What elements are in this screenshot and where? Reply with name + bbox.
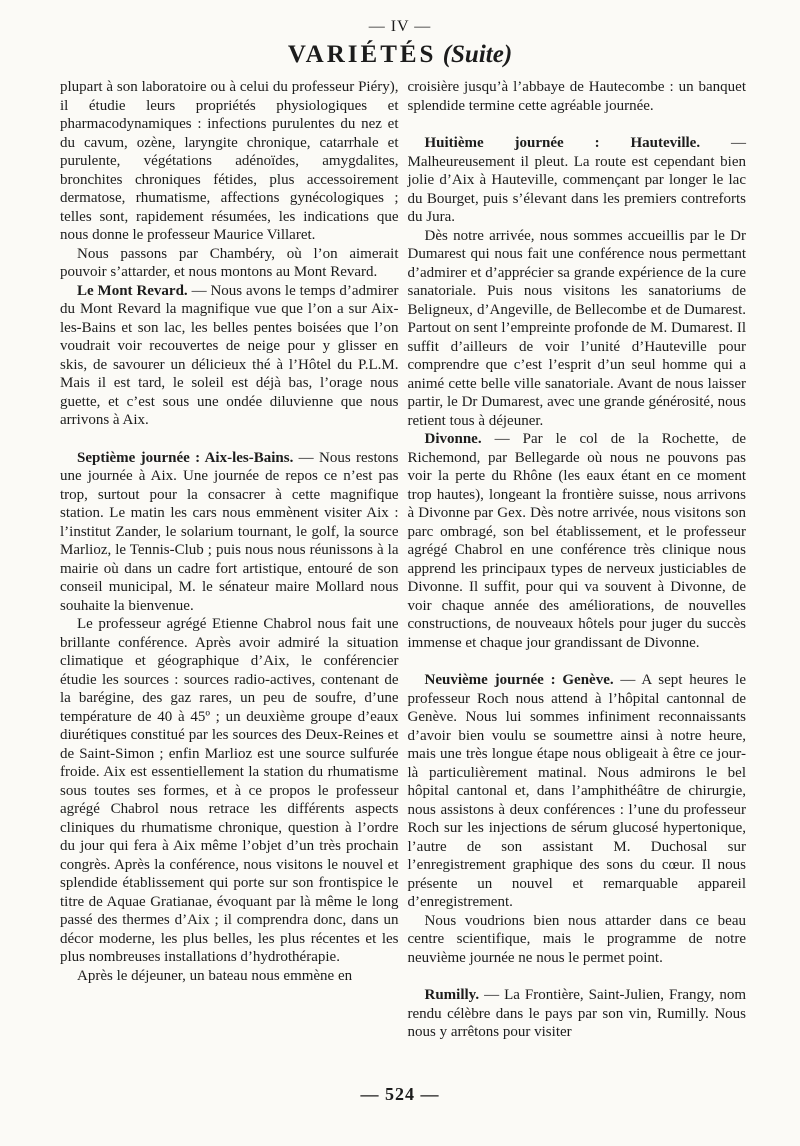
text-columns	[0, 69, 800, 1042]
paragraph-text: — Nous avons le temps d’admirer du Mont Revard la magnifique vue que l’on a sur Aix-les-Bains et son lac, les belles pentes boisées que l’on voudrait voir recouvertes de neige pour y glisser en skis, de savourer un délicieux thé à l’Hôtel du P.L.M. Mais il est tard, le soleil est déjà bas, l’orage nous guette, et c’est sous une ondée diluvienne que nous arrivons à Aix.	[60, 282, 399, 428]
paragraph-text: Dès notre arrivée, nous sommes accueillis par le Dr Dumarest qui nous fait une conférence nous permettant d’admirer et d’apprécier sa grande expérience de la cure sanatoriale. Puis nous visitons les sanatoriums de Beligneux, d’Angeville, de Bellecombe et de Dumarest. Partout on sent l’empreinte profonde de M. Dumarest. Il suffit d’ailleurs de voir l’unité d’Hauteville pour comprendre que c’est l’esprit d’un seul homme qui a animé cette belle ville sanatoriale. Avant de nous laisser partir, le Dr Dumarest, avec une grande générosité, nous retient tous à déjeuner.	[407, 227, 746, 429]
paragraph-text: Après le déjeuner, un bateau nous emmène en	[77, 967, 353, 984]
paragraph-lead: Neuvième journée : Genève.	[424, 672, 614, 688]
paragraph-text: croisière jusqu’à l’abbaye de Hautecombe : un banquet splendide termine cette agréable journée.	[407, 79, 746, 114]
page-number: — 524 —	[360, 1084, 440, 1104]
paragraph-text: — La Frontière, Saint-Julien, Frangy, nom rendu célèbre dans le pays par son vin, Rumilly. Nous nous y arrêtons pour visiter	[407, 987, 746, 1040]
paragraph	[60, 449, 399, 616]
section-numeral: — IV —	[368, 18, 432, 35]
right-column	[408, 78, 747, 1042]
paragraph-text: — A sept heures le professeur Roch nous attend à l’hôpital cantonnal de Genève. Nous lui sommes infiniment reconnaissants d’avoir bien voulu se soumettre ainsi à notre heure, mais une très longue étape nous obligeait à être ce jour-là particulièrement matinal. Nous admirons le bel hôpital cantonal et, dans l’amphithéâtre de chirurgie, nous assistons à deux conférences : l’une du professeur Roch sur les injections de sérum glucosé hypertonique, l’autre de son assistant M. Duchosal sur l’enregistrement graphique des sons du cœur. Il nous présente un nouvel et remarquable appareil d’enregistrement.	[407, 672, 746, 910]
paragraph-lead: Huitième journée : Hauteville.	[424, 135, 701, 151]
paragraph-lead: Le Mont Revard.	[77, 282, 188, 299]
paragraph	[60, 78, 399, 245]
paragraph	[408, 227, 747, 431]
paragraph-text: Le professeur agrégé Etienne Chabrol nous fait une brillante conférence. Après avoir admiré la situation climatique et géographique d’Aix, le conférencier étudie les sources : sources radio-actives, contenant de la barégine, des gaz rares, un peu de soufre, d’une température de 40 à 45º ; un deuxième groupe d’eaux diurétiques constitué par les sources des Deux-Reines et de Saint-Simon ; enfin Marlioz est une source sulfurée froide. Aix est essentiellement la station du rhumatisme sous toutes ses formes, et à ce propos le professeur agrégé Chabrol nous retrace les différents aspects cliniques du rhumatisme chronique, question à l’ordre du jour qui fera à Aix même l’objet d’un très prochain congrès. Après la conférence, nous visitons le nouvel et splendide établissement qui porte sur son frontispice le titre de Aquae Gratianae, évoquant par là même le long passé des thermes d’Aix ; il comprendra donc, dans un décor moderne, les plus belles, les plus récentes et les plus nombreuses installations d’hydrothérapie.	[60, 616, 399, 965]
paragraph	[408, 986, 747, 1042]
paragraph	[408, 134, 747, 227]
paragraph-lead: Septième journée : Aix-les-Bains.	[77, 449, 294, 466]
paragraph	[60, 615, 399, 967]
paragraph	[408, 78, 747, 115]
paragraph-text: — Malheureusement il pleut. La route est cependant bien jolie d’Aix à Hauteville, commençant par longer le lac du Bourget, puis s’élevant dans les premiers contreforts du Jura.	[407, 135, 746, 225]
paragraph	[408, 912, 747, 968]
paragraph-text: — Par le col de la Rochette, de Richemond, par Bellegarde où nous ne pouvons pas voir la perte du Rhône (les eaux étant en ce moment trop hautes), longeant la frontière suisse, nous arrivons à Divonne par Gex. Dès notre arrivée, nous visitons son parc ombragé, son bel établissement, et le professeur agrégé Chabrol en une conférence très clinique nous apprend les principaux types de nerveux justiciables de Divonne. Il suffit, pour qui va souvent à Divonne, de voir chaque année des améliorations, de nouvelles constructions, de nouveaux hôtels pour juger du succès immense et chaque jour grandissant de Divonne.	[407, 431, 746, 651]
paragraph-text: Nous voudrions bien nous attarder dans ce beau centre scientifique, mais le programme de notre neuvième journée ne nous le permet point.	[407, 912, 746, 966]
paragraph	[60, 967, 399, 986]
left-column	[60, 78, 399, 1042]
paragraph-text: Nous passons par Chambéry, où l’on aimerait pouvoir s’attarder, et nous montons au Mont Revard.	[60, 245, 399, 280]
paragraph-text: plupart à son laboratoire ou à celui du professeur Piéry), il étudie leurs propriétés physiologiques et pharmacodynamiques : infections purulentes du nez et du cavum, ozène, laryngite chronique, catarrhale et purulente, végétations adénoïdes, amygdalites, bronchites chroniques fétides, plus accessoirement dermatose, rhumatisme, affections gynécologiques ; telles sont, rapidement résumées, les indications que nous donne le professeur Maurice Villaret.	[60, 79, 399, 243]
page-title	[0, 41, 800, 69]
paragraph	[408, 671, 747, 912]
page-title-suffix: (Suite)	[436, 41, 513, 68]
paragraph-text: — Nous restons une journée à Aix. Une journée de repos ce n’est pas trop, surtout pour la consacrer à cette magnifique station. Le matin les cars nous emmènent visiter Aix : l’institut Zander, le solarium tournant, le golf, la source Marlioz, le Tennis-Club ; puis nous nous réunissons à la mairie où dans un cadre fort artistique, entouré de son conseil municipal, M. le sénateur maire Mollard nous souhaite la bienvenue.	[60, 449, 399, 614]
paragraph	[60, 245, 399, 282]
page-title-main: VARIÉTÉS	[287, 41, 437, 68]
paragraph	[408, 430, 747, 652]
paragraph-lead: Divonne.	[424, 431, 482, 447]
paragraph-lead: Rumilly.	[424, 987, 480, 1003]
paragraph	[60, 282, 399, 430]
